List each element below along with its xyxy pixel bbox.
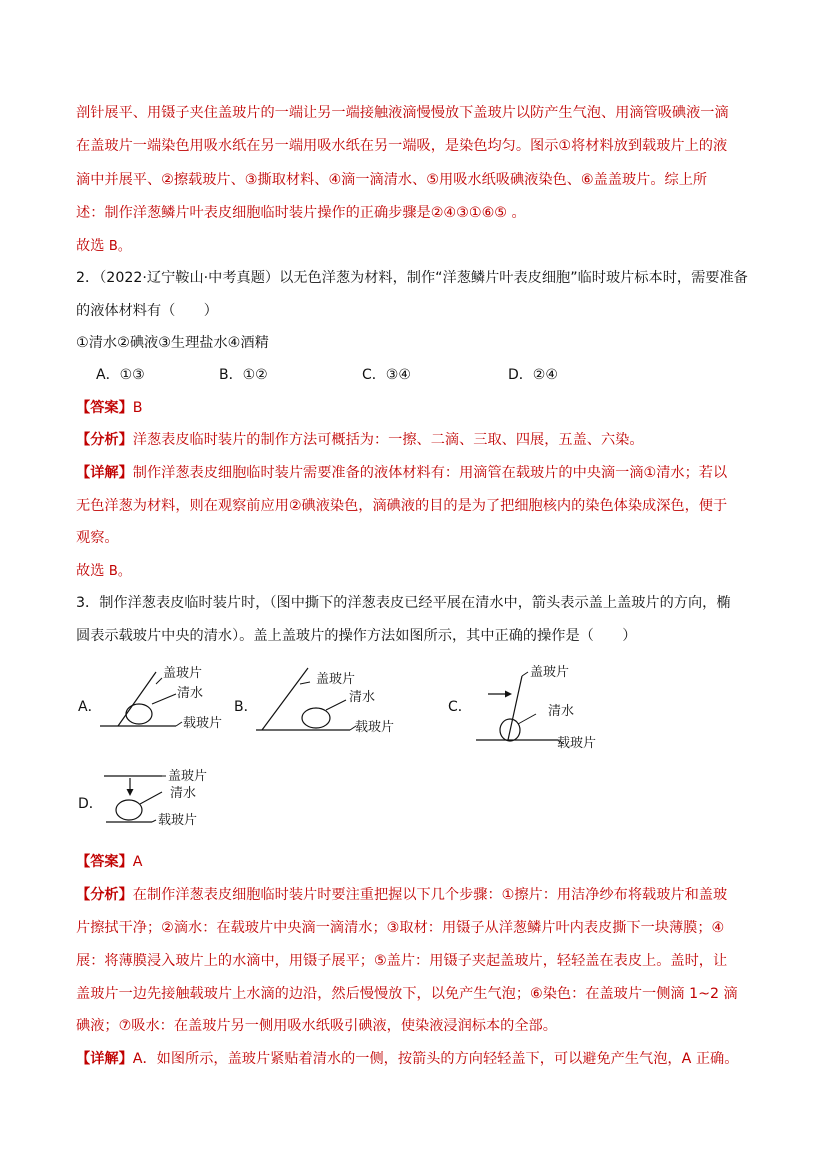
label-cover: 盖玻片 (163, 666, 203, 681)
analysis-tag: 【分析】 (76, 432, 133, 448)
q3-option-b-letter: B． (234, 699, 258, 715)
analysis-text: 洋葱表皮临时装片的制作方法可概括为：一擦、二滴、三取、四展，五盖、六染。 (132, 432, 644, 448)
q3-analysis-line-3: 展：将薄膜浸入玻片上的水滴中，用镊子展平；⑤盖片：用镊子夹起盖玻片，轻轻盖在表皮上。盖时，让 (76, 953, 728, 969)
q3-option-c-letter: C． (448, 699, 472, 715)
water-leader (326, 700, 346, 710)
conclusion-answer: B。 (108, 564, 131, 579)
label-slide: 载玻片 (183, 716, 223, 731)
water-leader (152, 694, 176, 704)
q3-analysis-line-4: 盖玻片一边先接触载玻片上水滴的边沿，然后慢慢放下，以免产生气泡；⑥染色：在盖玻片一侧滴 1~2 滴 (76, 986, 738, 1002)
answer-value: A (132, 854, 143, 870)
q3-analysis-line-5: 碘液；⑦吸水：在盖玻片另一侧用吸水纸吸引碘液，使染液浸润标本的全部。 (76, 1018, 557, 1034)
analysis-tag: 【分析】 (76, 887, 133, 903)
detail-tag: 【详解】 (76, 465, 133, 481)
arrow-head-icon (127, 789, 134, 796)
label-cover: 盖玻片 (316, 672, 356, 687)
diagram-a (96, 660, 236, 740)
q2-option-b: B．①② (219, 367, 268, 383)
q2-stem-line-2: 的液体材料有（ ） (76, 303, 218, 319)
analysis-text: 在制作洋葱表皮细胞临时装片时要注重把握以下几个步骤：①擦片：用洁净纱布将载玻片和盖玻 (132, 887, 728, 903)
q2-option-a: A．①③ (96, 367, 145, 383)
q3-analysis-line-2: 片擦拭干净；②滴水：在载玻片中央滴一滴清水；③取材：用镊子从洋葱鳞片叶内表皮撕下一块薄膜；④ (76, 920, 725, 936)
cover-leader (522, 672, 528, 676)
q2-conclusion (76, 561, 131, 582)
answer-value: B (132, 400, 143, 416)
label-slide: 载玻片 (557, 736, 597, 751)
detail-text: A．如图所示，盖玻片紧贴着清水的一侧，按箭头的方向轻轻盖下，可以避免产生气泡，A 正确。 (132, 1051, 739, 1067)
q2-option-c: C．③④ (362, 367, 411, 383)
label-water: 清水 (548, 704, 575, 719)
q2-option-d: D．②④ (508, 367, 558, 383)
label-cover: 盖玻片 (168, 769, 208, 784)
cover-slip-line (262, 668, 308, 730)
cover-leader (156, 678, 162, 684)
answer-tag: 【答案】 (76, 400, 133, 416)
diagram-c (472, 662, 632, 754)
prev-explanation-line-3: 滴中并展平、②擦载玻片、③撕取材料、④滴一滴清水、⑤用吸水纸吸碘液染色、⑥盖盖玻片。综上所 (76, 172, 708, 188)
q2-detail-line-1 (76, 463, 727, 483)
q3-analysis-line-1 (76, 885, 727, 905)
water-drop (126, 704, 152, 724)
q2-detail-line-2: 无色洋葱为材料，则在观察前应用②碘液染色，滴碘液的目的是为了把细胞核内的染色体染成深色，便于 (76, 498, 728, 514)
water-drop (116, 800, 142, 820)
water-leader (140, 792, 162, 804)
detail-text: 制作洋葱表皮细胞临时装片需要准备的液体材料有：用滴管在载玻片的中央滴一滴①清水；若以 (132, 465, 728, 481)
prev-conclusion (76, 236, 131, 257)
q2-detail-line-3: 观察。 (76, 530, 119, 546)
label-slide: 载玻片 (158, 813, 198, 828)
water-drop (302, 708, 330, 728)
prev-explanation-line-2: 在盖玻片一端染色用吸水纸在另一端用吸水纸在另一端吸，是染色均匀。图示①将材料放到载玻片上的液 (76, 138, 728, 154)
water-leader (518, 714, 536, 724)
label-slide: 载玻片 (355, 720, 395, 735)
q3-stem-line-2: 圆表示载玻片中央的清水）。盖上盖玻片的操作方法如图所示，其中正确的操作是（ ） (76, 628, 637, 644)
prev-explanation-line-1: 剖针展平、用镊子夹住盖玻片的一端让另一端接触液滴慢慢放下盖玻片以防产生气泡、用滴管吸碘液一滴 (76, 105, 729, 121)
label-cover: 盖玻片 (530, 665, 570, 680)
slide-leader (176, 722, 182, 726)
label-water: 清水 (349, 690, 376, 705)
diagram-d (100, 768, 250, 834)
answer-tag: 【答案】 (76, 854, 133, 870)
conclusion-answer: B。 (108, 239, 131, 254)
q3-detail (76, 1049, 738, 1069)
q3-stem-line-1: 3．制作洋葱表皮临时装片时，（图中撕下的洋葱表皮已经平展在清水中，箭头表示盖上盖玻片的方向，椭 (76, 595, 731, 611)
conclusion-prefix: 故选 (76, 238, 105, 254)
q3-option-a-letter: A． (78, 699, 102, 715)
q2-analysis (76, 430, 644, 450)
diagram-b (252, 664, 402, 744)
q2-answer (76, 398, 143, 418)
label-water: 清水 (170, 786, 197, 801)
q2-stem-line-1: 2．（2022·辽宁鞍山·中考真题）以无色洋葱为材料，制作“洋葱鳞片叶表皮细胞”临时玻片标本时，需要准备 (76, 270, 748, 286)
cover-leader (300, 682, 310, 684)
q3-answer (76, 852, 142, 872)
prev-explanation-line-4: 述：制作洋葱鳞片叶表皮细胞临时装片操作的正确步骤是②④③①⑥⑤ 。 (76, 205, 526, 221)
arrow-head-icon (505, 691, 512, 698)
conclusion-prefix: 故选 (76, 563, 105, 579)
detail-tag: 【详解】 (76, 1051, 133, 1067)
q3-option-d-letter: D． (78, 796, 103, 812)
slide-leader (152, 820, 156, 822)
label-water: 清水 (177, 686, 204, 701)
cover-slip-line (118, 672, 156, 726)
q2-items: ①清水②碘液③生理盐水④酒精 (76, 335, 269, 351)
